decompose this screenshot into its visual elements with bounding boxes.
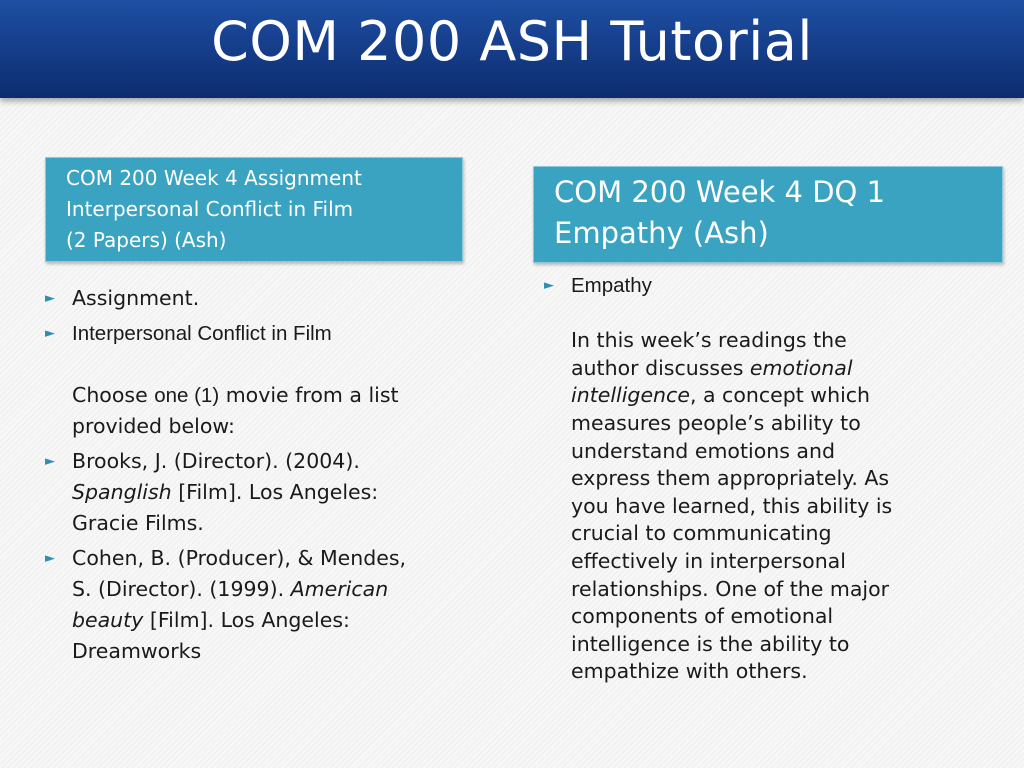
bullet-item <box>45 543 495 667</box>
left-header-line: COM 200 Week 4 Assignment <box>66 166 362 190</box>
reference-line: Dreamworks <box>72 639 202 663</box>
bullet-arrow-icon: ► <box>45 551 55 566</box>
reference-line: beauty [Film]. Los Angeles: <box>72 608 350 632</box>
paragraph-line: intelligence, a concept which <box>571 383 871 408</box>
reference-line: Brooks, J. (Director). (2004). <box>72 449 360 473</box>
bullet-arrow-icon: ► <box>45 454 55 469</box>
right-header-line: Empathy (Ash) <box>554 216 769 250</box>
left-header-line: (2 Papers) (Ash) <box>66 228 227 252</box>
paragraph-line: effectively in interpersonal <box>571 548 846 573</box>
reference-line: Spanglish [Film]. Los Angeles: <box>72 480 379 504</box>
paragraph-line: understand emotions and <box>571 438 835 463</box>
left-header-line: Interpersonal Conflict in Film <box>66 197 354 221</box>
paragraph-line: In this week’s readings the <box>571 328 847 353</box>
bullet-text: Assignment. <box>72 286 200 310</box>
bullet-arrow-icon: ► <box>45 291 55 306</box>
reference-line: S. (Director). (1999). American <box>72 577 389 601</box>
choose-line: provided below: <box>72 414 235 438</box>
title-bar <box>0 0 1024 98</box>
paragraph-line: empathize with others. <box>571 659 808 684</box>
bullet-arrow-icon: ► <box>544 278 554 293</box>
bullet-item <box>45 446 495 539</box>
bullet-item <box>45 283 495 314</box>
right-header-box <box>533 166 1003 263</box>
paragraph-line: components of emotional <box>571 604 834 629</box>
bullet-arrow-icon: ► <box>45 326 55 341</box>
paragraph-line: you have learned, this ability is <box>571 493 893 518</box>
reference-line: Cohen, B. (Producer), & Mendes, <box>72 546 407 570</box>
reference-line: Gracie Films. <box>72 511 204 535</box>
empathy-heading: Empathy <box>571 274 652 297</box>
paragraph-line: express them appropriately. As <box>571 466 890 491</box>
bullet-text: Interpersonal Conflict in Film <box>72 322 332 345</box>
paragraph-line: intelligence is the ability to <box>571 631 850 656</box>
paragraph-line: relationships. One of the major <box>571 576 890 601</box>
right-column <box>544 272 984 690</box>
left-column <box>45 283 495 671</box>
paragraph-line: crucial to communicating <box>571 521 832 546</box>
bullet-item <box>45 318 495 442</box>
bullet-item <box>544 272 984 686</box>
slide-title: COM 200 ASH Tutorial <box>211 9 813 73</box>
choose-line: Choose one (1) movie from a list <box>72 383 399 407</box>
right-header-line: COM 200 Week 4 DQ 1 <box>554 175 886 209</box>
left-header-box <box>45 157 463 262</box>
paragraph-line: author discusses emotional <box>571 355 853 380</box>
paragraph-line: measures people’s ability to <box>571 410 861 435</box>
